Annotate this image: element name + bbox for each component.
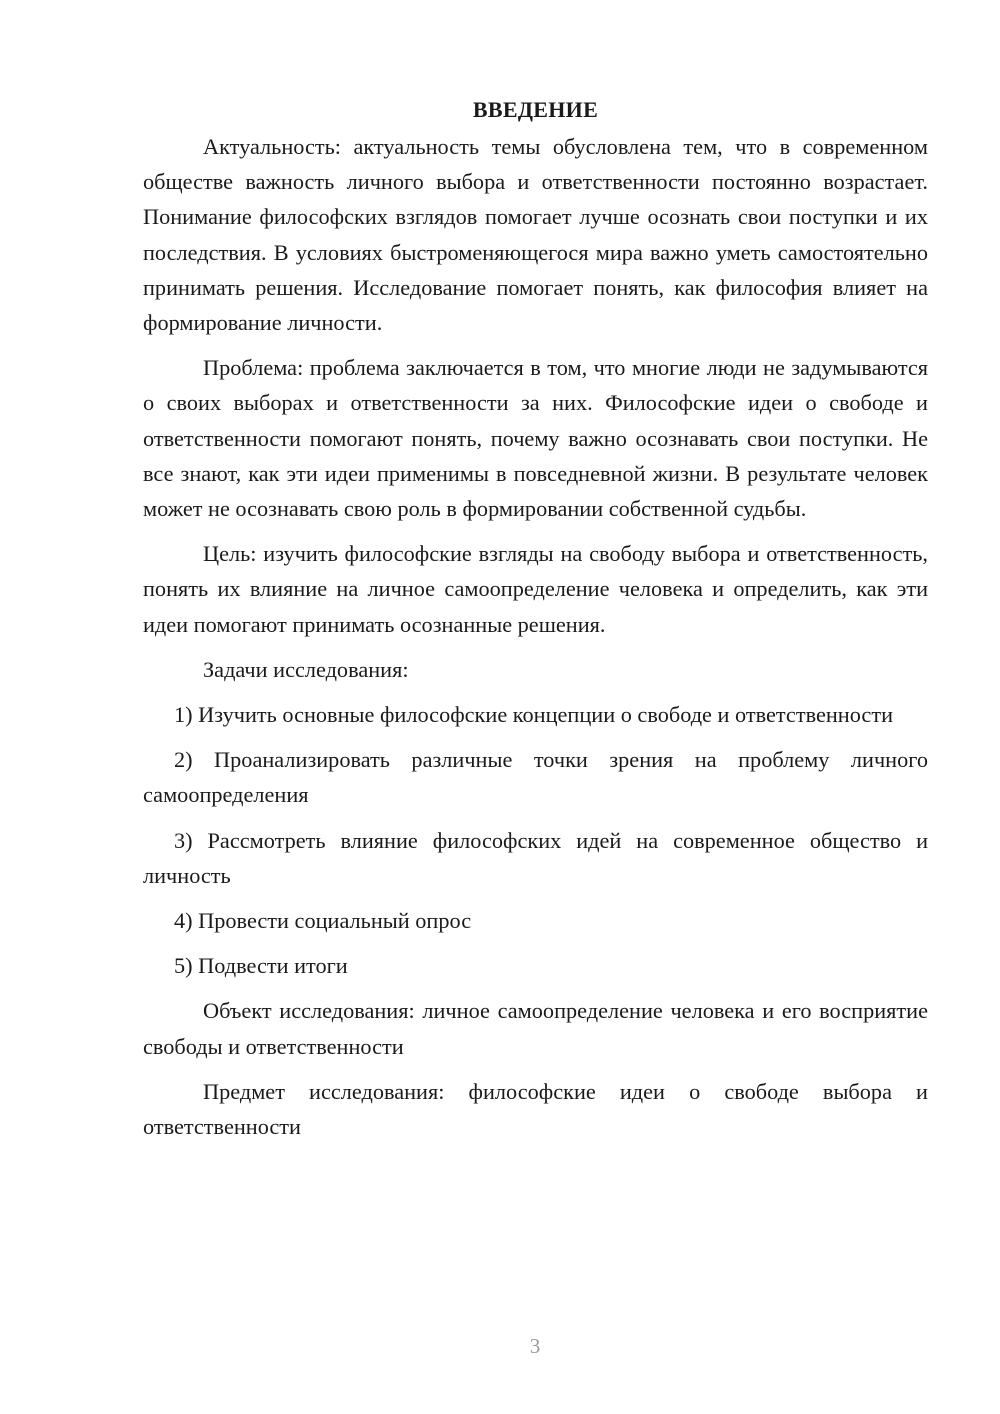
task-item: 3) Рассмотреть влияние философских идей на современное общество и личность: [143, 827, 928, 888]
page-title: ВВЕДЕНИЕ: [472, 97, 599, 122]
task-item: 2) Проанализировать различные точки зрения на проблему личного самоопределения: [143, 747, 928, 808]
task-item: 4) Провести социальный опрос: [174, 908, 472, 934]
tasks-heading: Задачи исследования:: [203, 656, 409, 682]
problem-paragraph: Проблема: проблема заключается в том, что многие люди не задумываются о своих выборах и ответственности за них. Философские идеи о свободе и ответственности помогают понять, почему важно осознавать свои поступки. Не все знают, как эти идеи применимы в повседневной жизни. В результате человек может не осознавать свою роль в формировании собственной судьбы.: [143, 355, 928, 522]
page-number: 3: [529, 1334, 541, 1358]
relevance-paragraph: Актуальность: актуальность темы обусловлена тем, что в современном обществе важность личного выбора и ответственности постоянно возрастает. Понимание философских взглядов помогает лучше осознать свои поступки и их последствия. В условиях быстроменяющегося мира важно уметь самостоятельно принимать решения. Исследование помогает понять, как философия влияет на формирование личности.: [143, 134, 928, 336]
goal-paragraph: Цель: изучить философские взгляды на свободу выбора и ответственность, понять их влияние на личное самоопределение человека и определить, как эти идеи помогают принимать осознанные решения.: [143, 541, 928, 637]
document-body: [143, 92, 928, 1154]
subject-paragraph: Предмет исследования: философские идеи о свободе выбора и ответственности: [143, 1078, 928, 1140]
task-item: 1) Изучить основные философские концепции о свободе и ответственности: [174, 702, 894, 728]
object-paragraph: Объект исследования: личное самоопределение человека и его восприятие свободы и ответственности: [143, 998, 928, 1059]
task-item: 5) Подвести итоги: [174, 953, 348, 979]
